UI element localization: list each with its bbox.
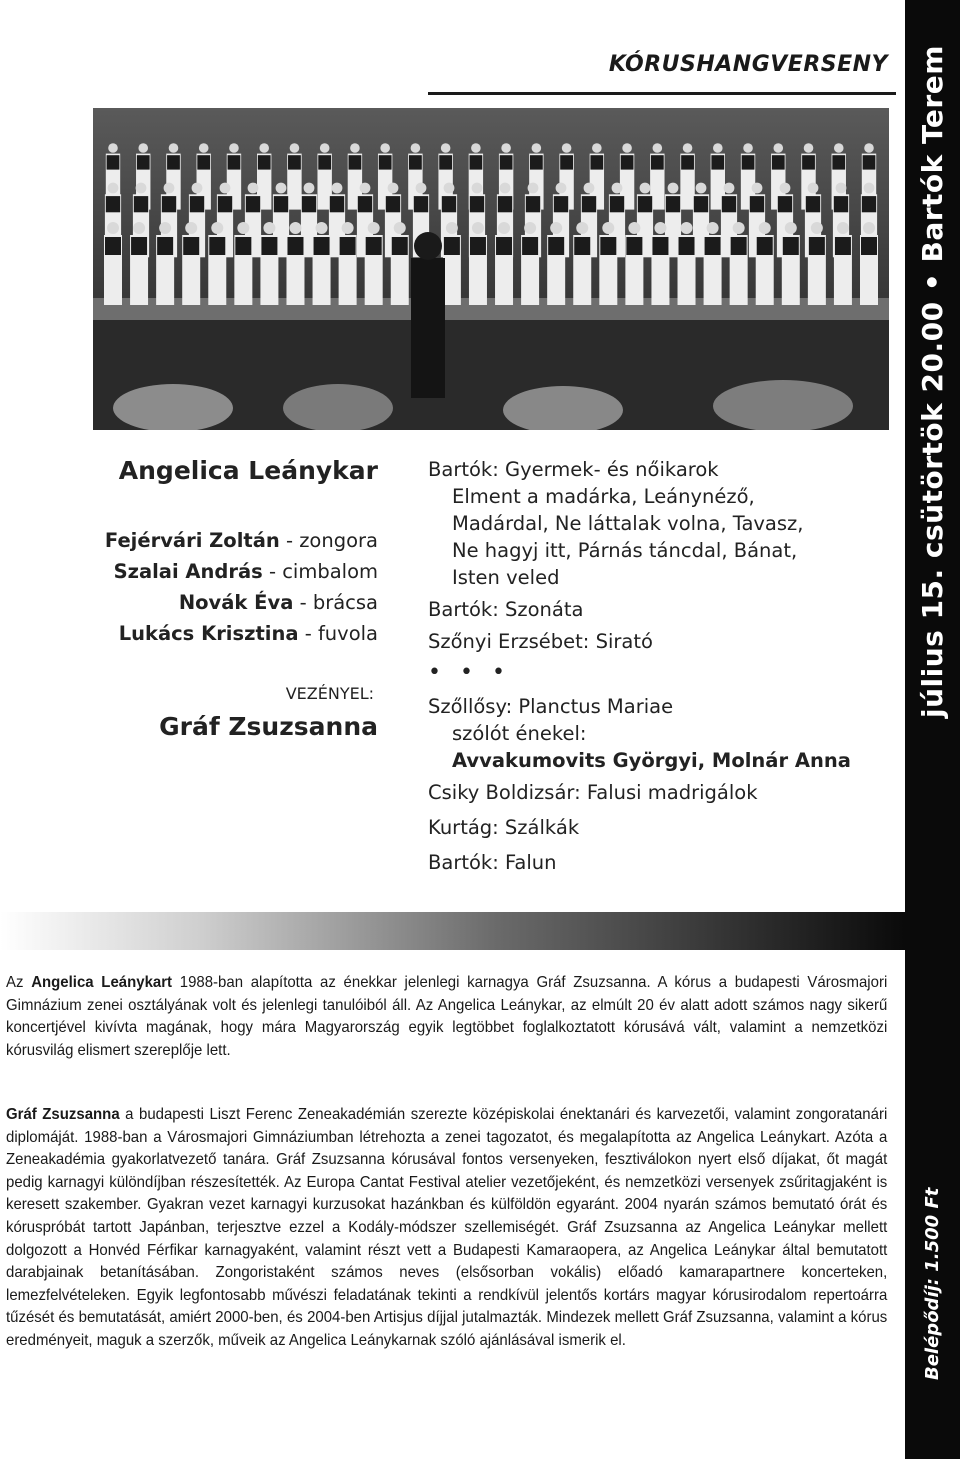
paragraph-lead: Az — [6, 974, 24, 991]
performer-row — [0, 556, 378, 587]
page-title: KÓRUSHANGVERSENY — [608, 52, 888, 77]
choir-photo — [93, 108, 889, 430]
choir-description — [6, 972, 887, 1062]
program-item: Szőllősy: Planctus Mariae — [428, 695, 674, 718]
performer-row — [0, 587, 378, 618]
performer-name: Szalai András — [113, 560, 263, 583]
conductor-name-inline: Gráf Zsuzsanna — [6, 1106, 120, 1123]
performer-role: - cimbalom — [268, 560, 378, 583]
performer-role: - brácsa — [299, 591, 378, 614]
program-item: Bartók: Gyermek- és nőikarok — [428, 458, 719, 481]
program-item: Kurtág: Szálkák — [428, 816, 580, 839]
program-subitem: Elment a madárka, Leánynéző, — [452, 485, 755, 508]
performer-row — [0, 525, 378, 556]
intermission-dots: • • • — [428, 660, 511, 685]
program-subitem: Ne hagyj itt, Párnás táncdal, Bánat, — [452, 539, 798, 562]
performer-name: Lukács Krisztina — [118, 622, 299, 645]
soloists: Avvakumovits Györgyi, Molnár Anna — [452, 749, 851, 772]
program-subitem: Madárdal, Ne láttalak volna, Tavasz, — [452, 512, 804, 535]
conductor-biography — [6, 1104, 887, 1353]
conductor-label: VEZÉNYEL: — [285, 684, 374, 703]
performer-row — [0, 618, 378, 649]
performer-name: Fejérvári Zoltán — [104, 529, 280, 552]
program-item: Csiky Boldizsár: Falusi madrigálok — [428, 781, 758, 804]
choir-name-inline: Angelica Leánykart — [31, 974, 173, 991]
program-item: Bartók: Falun — [428, 851, 557, 874]
performer-name: Novák Éva — [178, 591, 294, 614]
section-divider-band — [0, 912, 905, 950]
program-subitem: szólót énekel: — [452, 722, 587, 745]
paragraph-text: 1988-ban alapította az énekkar jelenlegi karnagya Gráf Zsuzsanna. A kórus a budapesti Városmajori Gimnázium zenei osztályának volt és jelenlegi tanulóiból áll. Az Angelica Leánykar, az elmúlt 20 év alatt adott számos nagy sikerű koncertjével kivívta magának, hogy mára Magyarország egyik legtöbbet foglalkoztatott kórusává vált, valamint a nemzetközi kórusvilág elismert szereplője lett. — [6, 974, 888, 1059]
program-list — [428, 456, 898, 879]
program-item: Szőnyi Erzsébet: Sirató — [428, 630, 653, 653]
choir-name: Angelica Leánykar — [118, 456, 378, 485]
performer-list — [0, 525, 378, 649]
performer-role: - zongora — [285, 529, 378, 552]
program-subitem: Isten veled — [452, 566, 560, 589]
header-divider — [428, 92, 896, 95]
conductor-name: Gráf Zsuzsanna — [159, 712, 378, 741]
performer-role: - fuvola — [304, 622, 378, 645]
paragraph-text: a budapesti Liszt Ferenc Zeneakadémián szerezte középiskolai énektanári és karvezetői, valamint zongoratanári diplomáját. 1988-ban a Városmajori Gimnáziumban létrehozta a zenei tagozatot, és megalapította az Angelica Leánykart. Azóta a Zeneakadémia gyakorlatvezető tanára. Gráf Zsuzsanna kórusával fontos versenyeken, fesztiválokon nyert első díjakat, őt magát pedig karnagyi különdíjban részesítették. Az Europa Cantat Festival atelier vezetőjeként, és nemzetközi versenyek zsűritagjaként is keresett szakember. Gyakran vezet karnagyi kurzusokat hazánkban és külföldön egyaránt. 2004 nyarán számos bemutató órát és kóruspróbát tartott Japánban, terjesztve ezzel a Kodály-módszer szellemiségét. Gráf Zsuzsanna az Angelica Leánykar mellett dolgozott a Honvéd Férfikar karnagyaként, valamint részt vett a Budapesti Kamaraopera, az Angelica Leánykar által bemutatott darabjainak betanításában. Zongoristaként számos neves (elsősorban vokális) előadó kamarapartnere koncerteken, lemezfelvételeken. Egyik legfontosabb művészi feladatának tekinti a rendkívül jelentős kortárs magyar kórusirodalom repertoárra tűzését és bemutatását, amiért 2000-ben, és 2004-ben Artisjus díjjal jutalmazták. Mindezek mellett Gráf Zsuzsanna, valamint a kórus eredményeit, maguk a szerzők, műveik az Angelica Leánykarnak szóló ajánlásával ismerik el. — [6, 1106, 888, 1349]
program-item: Bartók: Szonáta — [428, 598, 584, 621]
ticket-price: Belépődíj: 1.500 Ft — [922, 1187, 943, 1380]
event-date-venue: július 15. csütörtök 20.00 • Bartók Terem — [916, 45, 949, 718]
